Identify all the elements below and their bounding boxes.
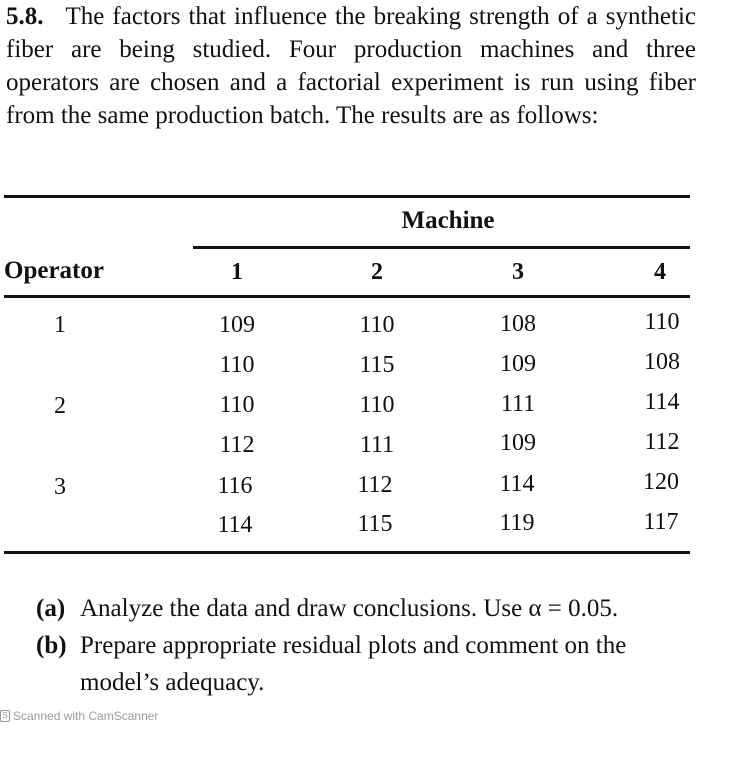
watermark-text: Scanned with CamScanner [13,709,159,723]
operator-label: 3 [54,474,66,500]
table-cell: 111 [500,391,536,417]
table-cell: 112 [219,432,255,458]
machine-column-header-3: 3 [512,259,524,285]
table-cell: 109 [219,312,255,338]
operator-column-header: Operator [4,257,104,284]
question-label: (a) [36,595,66,622]
table-cell: 110 [359,392,395,418]
operator-label: 2 [54,393,66,419]
table-cell: 116 [217,473,253,499]
question-text: Analyze the data and draw conclusions. Use α = 0.05. [80,595,619,622]
machine-header-rule [193,246,690,249]
question-text: Prepare appropriate residual plots and comment on the model’s adequacy. [80,632,627,696]
table-cell: 114 [644,389,680,415]
operator-label: 1 [54,312,66,338]
table-cell: 111 [359,432,395,458]
machine-column-header-4: 4 [654,259,666,285]
table-cell: 112 [357,472,393,498]
table-cell: 110 [219,392,255,418]
table-cell: 110 [219,352,255,378]
problem-number: 5.8. [6,3,44,30]
table-bottom-rule [4,551,690,554]
table-cell: 114 [217,512,253,538]
table-cell: 119 [499,510,535,536]
table-cell: 110 [359,312,395,338]
table-cell: 112 [644,429,680,455]
table-header-rule [4,295,690,298]
machine-group-header: Machine [401,207,495,234]
table-cell: 110 [644,309,680,335]
scanner-watermark [0,709,158,723]
machine-column-header-2: 2 [371,259,383,285]
problem-text: The factors that influence the breaking strength of a synthetic fiber are being studied. Four production machines and three operators are chosen and a factorial experiment is run using fiber from the same production batch. The results are as follows: [6,3,696,129]
table-cell: 109 [500,351,536,377]
machine-column-header-1: 1 [231,259,243,285]
question-a [36,590,696,627]
question-b [36,627,696,701]
question-list [36,590,696,701]
table-cell: 117 [643,509,679,535]
camscanner-logo-icon: S [0,710,10,722]
table-cell: 114 [499,471,535,497]
table-cell: 108 [644,349,680,375]
question-label: (b) [36,632,67,659]
table-cell: 120 [643,469,679,495]
table-top-rule [4,195,690,198]
table-cell: 108 [500,311,536,337]
table-cell: 115 [359,352,395,378]
table-cell: 109 [500,430,536,456]
table-cell: 115 [357,511,393,537]
problem-statement [6,0,696,132]
